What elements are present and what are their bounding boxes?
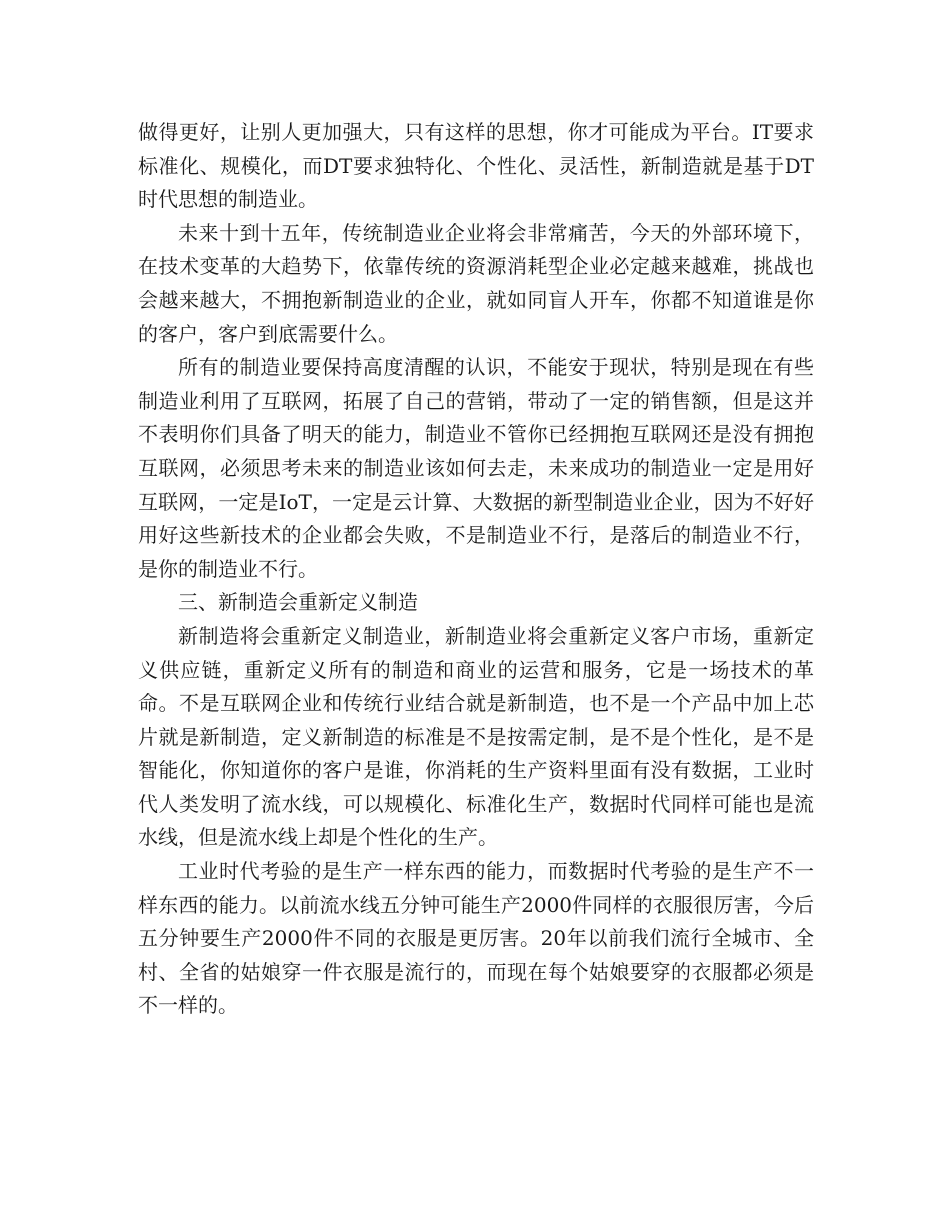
section-heading: 三、新制造会重新定义制造 <box>178 590 418 615</box>
paragraph-1: 做得更好，让别人更加强大，只有这样的思想，你才可能成为平台。IT要求标准化、规模化，而DT要求独特化、个性化、灵活性，新制造就是基于DT时代思想的制造业。 <box>138 120 814 212</box>
paragraph-5: 工业时代考验的是生产一样东西的能力，而数据时代考验的是生产不一样东西的能力。以前流水线五分钟可能生产2000件同样的衣服很厉害，今后五分钟要生产2000件不同的衣服是更厉害。20年以前我们流行全城市、全村、全省的姑娘穿一件衣服是流行的，而现在每个姑娘要穿的衣服都必须是不一样的。 <box>138 859 814 1018</box>
paragraph-2: 未来十到十五年，传统制造业企业将会非常痛苦，今天的外部环境下，在技术变革的大趋势下，依靠传统的资源消耗型企业必定越来越难，挑战也会越来越大，不拥抱新制造业的企业，就如同盲人开车，你都不知道谁是你的客户，客户到底需要什么。 <box>138 220 814 346</box>
paragraph-4: 新制造将会重新定义制造业，新制造业将会重新定义客户市场，重新定义供应链，重新定义所有的制造和商业的运营和服务，它是一场技术的革命。不是互联网企业和传统行业结合就是新制造，也不是一个产品中加上芯片就是新制造，定义新制造的标准是不是按需定制，是不是个性化，是不是智能化，你知道你的客户是谁，你消耗的生产资料里面有没有数据，工业时代人类发明了流水线，可以规模化、标准化生产，数据时代同样可能也是流水线，但是流水线上却是个性化的生产。 <box>138 623 814 850</box>
paragraph-3: 所有的制造业要保持高度清醒的认识，不能安于现状，特别是现在有些制造业利用了互联网，拓展了自己的营销，带动了一定的销售额，但是这并不表明你们具备了明天的能力，制造业不管你已经拥抱互联网还是没有拥抱互联网，必须思考未来的制造业该如何去走，未来成功的制造业一定是用好互联网，一定是IoT，一定是云计算、大数据的新型制造业企业，因为不好好用好这些新技术的企业都会失败，不是制造业不行，是落后的制造业不行，是你的制造业不行。 <box>138 355 814 581</box>
document-page <box>138 116 814 1023</box>
